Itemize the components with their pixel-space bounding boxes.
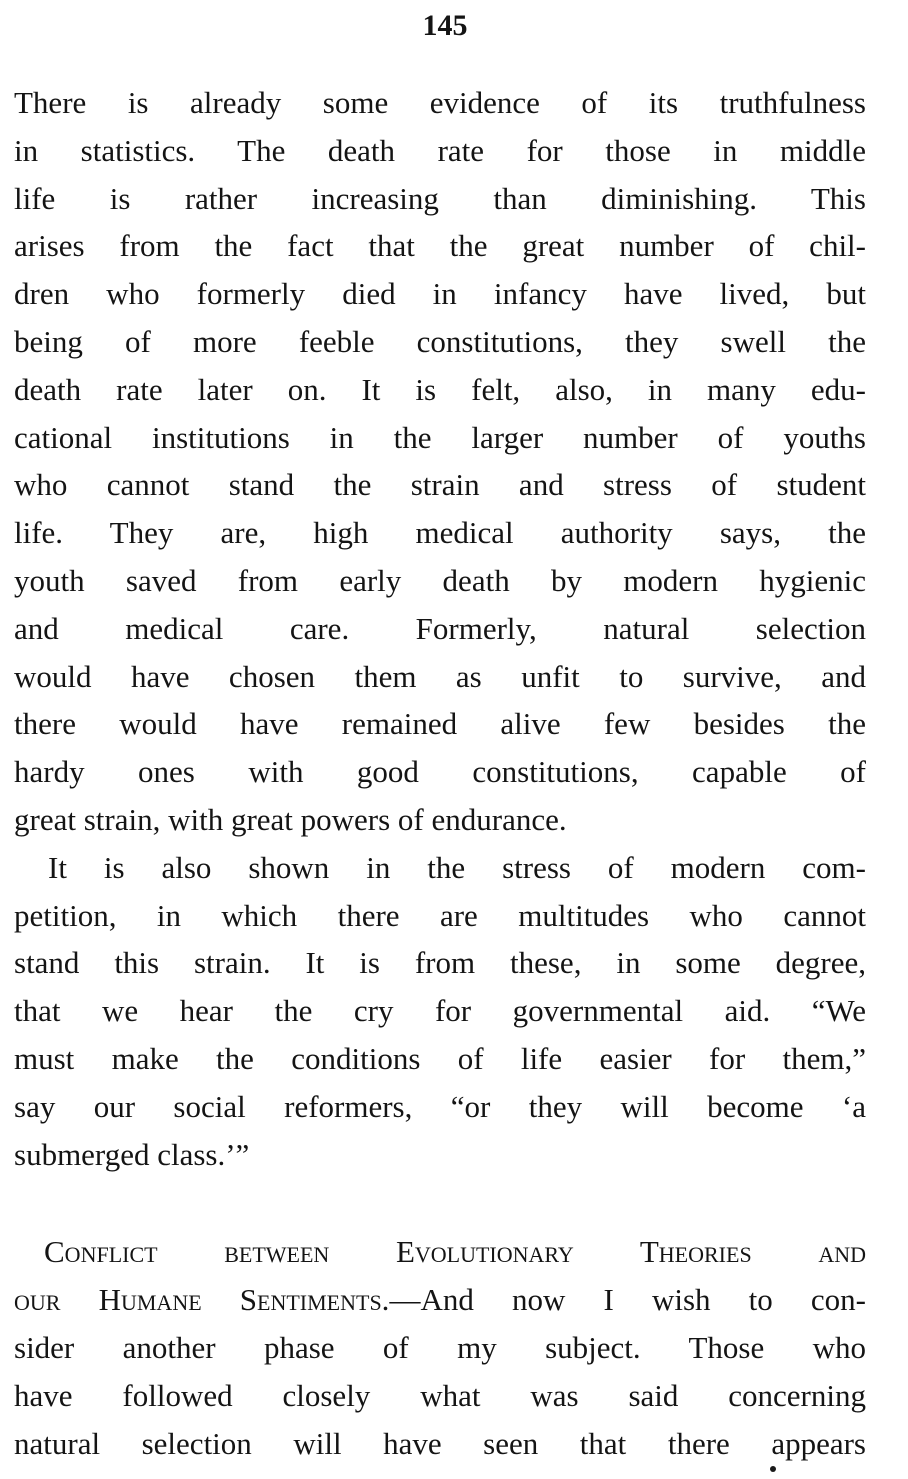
text-line: and medical care. Formerly, natural selection (14, 610, 866, 646)
text-line: hardy ones with good constitutions, capable of (14, 754, 866, 790)
text-line: life is rather increasing than diminishing. This (14, 180, 866, 216)
paragraph (14, 79, 866, 844)
text-line: arises from the fact that the great number of chil- (14, 228, 866, 264)
text-line: must make the conditions of life easier for them,” (14, 1040, 866, 1076)
text-line: It is also shown in the stress of modern com- (48, 849, 866, 885)
text-line: natural selection will have seen that there appears (14, 1425, 866, 1461)
section-spacer (14, 1178, 866, 1228)
text-line: there would have remained alive few besides the (14, 706, 866, 742)
text-line: cational institutions in the larger number of youths (14, 419, 866, 455)
text-line: have followed closely what was said concerning (14, 1377, 866, 1413)
section-text: —And now I wish to con- (389, 1282, 866, 1318)
text-line: sider another phase of my subject. Those who (14, 1329, 866, 1365)
page-body (14, 79, 866, 1467)
text-line: that we hear the cry for governmental aid. “We (14, 993, 866, 1029)
section-heading: Conflict between Evolutionary Theories and (44, 1234, 866, 1270)
paragraph (14, 844, 866, 1179)
text-line: submerged class.’” (14, 1136, 250, 1172)
text-line: being of more feeble constitutions, they swell the (14, 323, 866, 359)
section (14, 1228, 866, 1467)
print-speck (770, 1466, 776, 1472)
text-line: There is already some evidence of its truthfulness (14, 85, 866, 120)
text-line (14, 1276, 866, 1324)
text-line: who cannot stand the strain and stress of student (14, 467, 866, 503)
page-number: 145 (422, 9, 468, 42)
text-line: great strain, with great powers of endurance. (14, 801, 567, 837)
text-line: petition, in which there are multitudes who cannot (14, 897, 866, 933)
text-line: would have chosen them as unfit to survive, and (14, 658, 866, 694)
text-line: life. They are, high medical authority says, the (14, 515, 866, 551)
text-line: death rate later on. It is felt, also, in many edu- (14, 371, 866, 407)
text-line: dren who formerly died in infancy have lived, but (14, 276, 866, 312)
text-line: stand this strain. It is from these, in some degree, (14, 945, 866, 981)
text-line: youth saved from early death by modern hygienic (14, 562, 866, 598)
text-line: in statistics. The death rate for those in middle (14, 132, 866, 168)
text-line: say our social reformers, “or they will become ‘a (14, 1088, 866, 1124)
section-heading-continued: our Humane Sentiments. (14, 1282, 390, 1318)
